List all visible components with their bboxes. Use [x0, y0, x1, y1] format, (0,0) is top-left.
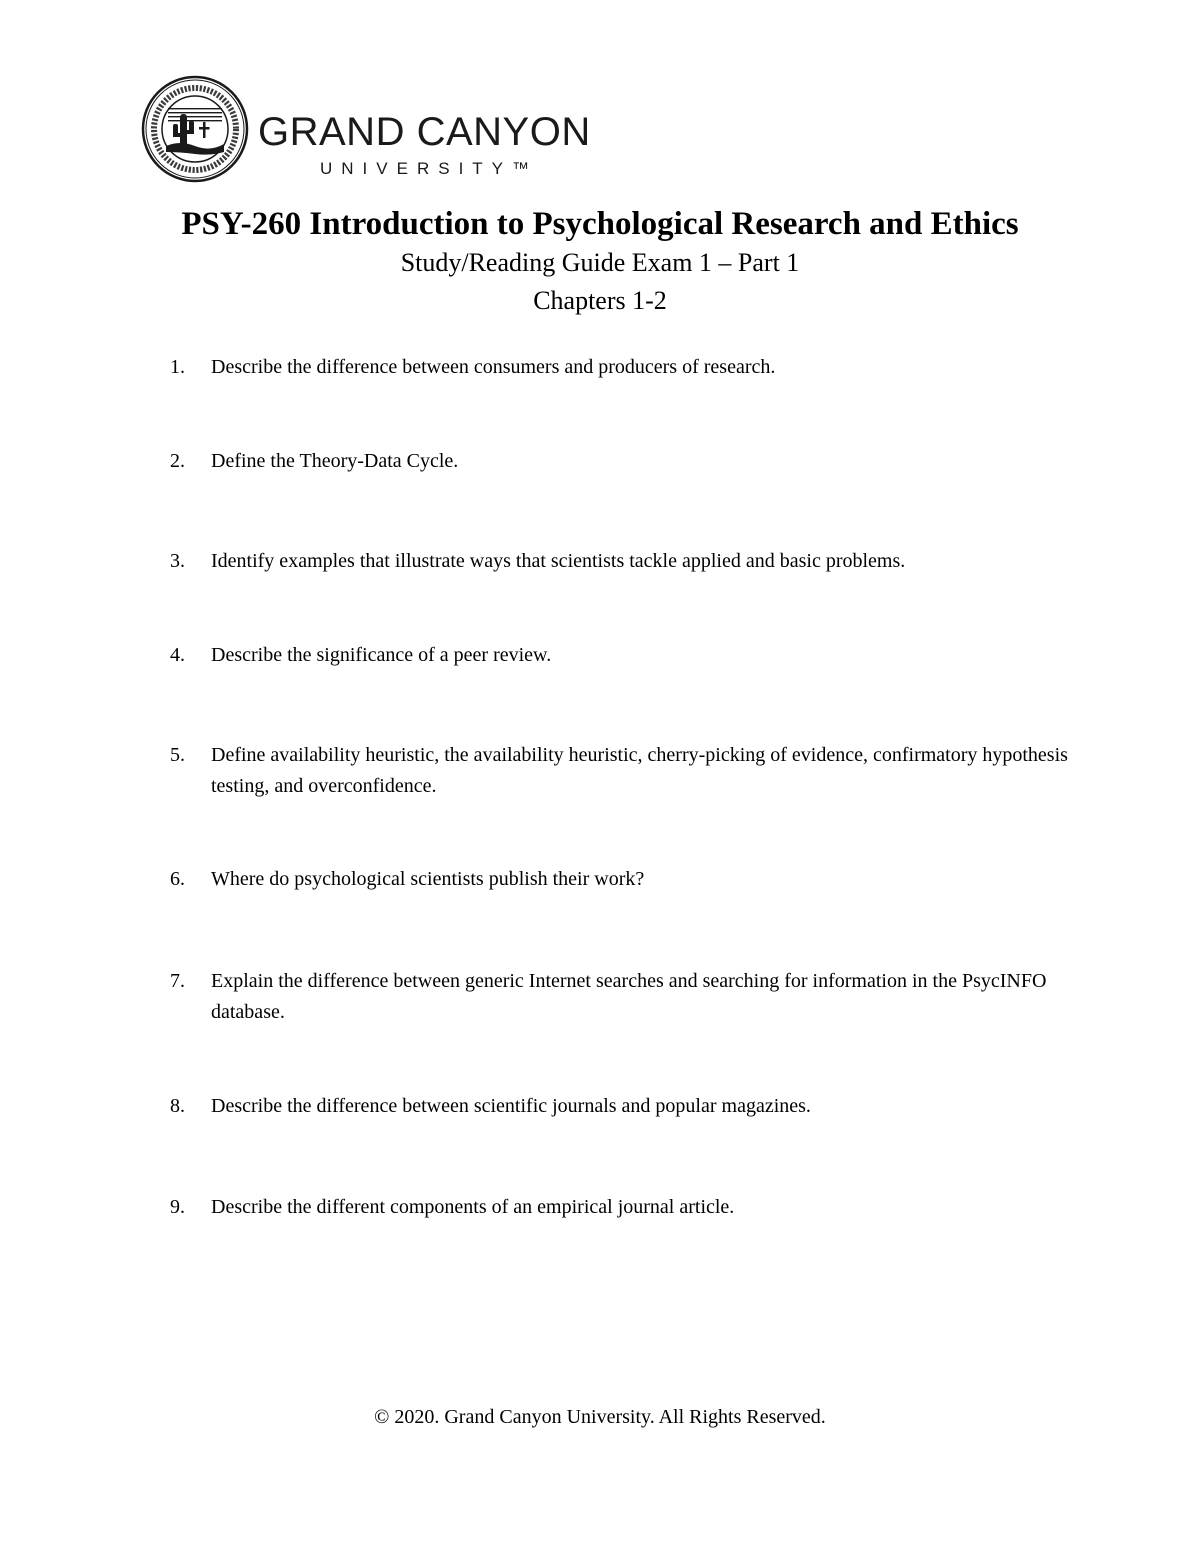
- copyright-footer: © 2020. Grand Canyon University. All Rights Reserved.: [374, 1406, 826, 1428]
- document-title: PSY-260 Introduction to Psychological Research and Ethics: [181, 206, 1019, 242]
- question-text: Define the Theory-Data Cycle.: [211, 450, 459, 472]
- question-text: Describe the different components of an empirical journal article.: [211, 1196, 735, 1218]
- question-number: 6.: [170, 868, 185, 890]
- question-text: Describe the significance of a peer review.: [211, 644, 552, 666]
- document-subtitle: Study/Reading Guide Exam 1 – Part 1: [400, 248, 800, 277]
- document-chapters: Chapters 1-2: [533, 286, 667, 315]
- university-name-wordmark: GRAND CANYON: [258, 110, 591, 154]
- university-subname-wordmark: UNIVERSITY™: [320, 159, 539, 178]
- question-text: Describe the difference between consumers and producers of research.: [211, 356, 776, 378]
- question-text: Where do psychological scientists publish their work?: [211, 868, 645, 890]
- university-seal-icon: [140, 74, 250, 184]
- question-text: Define availability heuristic, the availability heuristic, cherry-picking of evidence, confirmatory hypothesis testing, and overconfidence.: [211, 744, 1068, 797]
- question-number: 1.: [170, 356, 185, 378]
- university-logo: [140, 74, 620, 194]
- question-number: 4.: [170, 644, 185, 666]
- question-number: 9.: [170, 1196, 185, 1218]
- question-number: 5.: [170, 744, 185, 766]
- question-number: 3.: [170, 550, 185, 572]
- question-number: 8.: [170, 1095, 185, 1117]
- question-text: Identify examples that illustrate ways that scientists tackle applied and basic problems.: [211, 550, 906, 572]
- question-text: Explain the difference between generic Internet searches and searching for information in the PsycINFO database.: [211, 970, 1047, 1023]
- question-number: 7.: [170, 970, 185, 992]
- question-text: Describe the difference between scientific journals and popular magazines.: [211, 1095, 811, 1117]
- question-number: 2.: [170, 450, 185, 472]
